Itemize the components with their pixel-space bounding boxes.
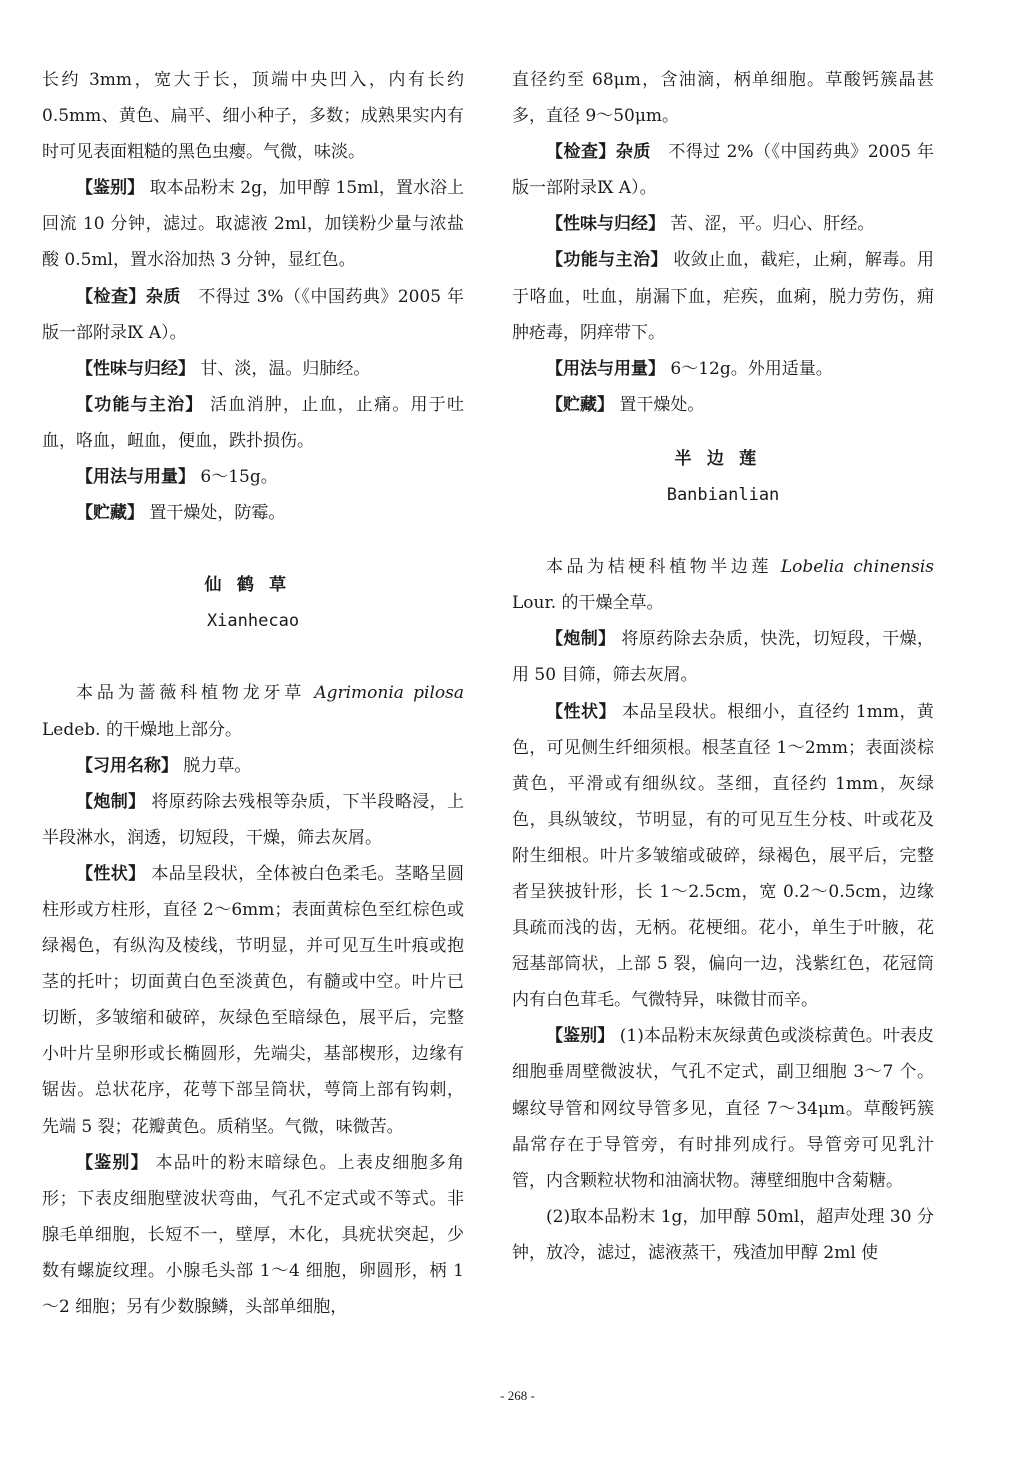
section-text: 不得过 2%（《中国药典》2005 年版一部附录Ⅸ A）。 (512, 142, 935, 199)
paragraph (512, 351, 934, 387)
entry-title: 半边莲 (674, 448, 772, 469)
paragraph (512, 621, 934, 693)
section-text: 苦、涩，平。归心、肝经。 (665, 214, 875, 235)
section-text: 将原药除去残根等杂质，下半段略浸，上半段淋水，润透，切短段，干燥，筛去灰屑。 (42, 791, 464, 848)
spacer (42, 639, 464, 675)
paragraph (42, 459, 464, 495)
section-tag: 【性味与归经】 (546, 214, 665, 235)
section-tag: 【鉴别】 (76, 178, 145, 199)
paragraph (42, 784, 464, 856)
paragraph (42, 1145, 464, 1325)
section-text: 甘、淡，温。归肺经。 (195, 358, 371, 379)
section-text: 置干燥处，防霉。 (144, 503, 286, 524)
section-text: 6～15g。 (195, 467, 278, 488)
section-tag: 【用法与用量】 (546, 358, 665, 379)
section-text: 本品呈段状。根细小，直径约 1mm，黄色，可见侧生纤细须根。根茎直径 1～2mm；表面淡棕黄色，平滑或有细纵纹。茎细，直径约 1mm，灰绿色，具纵皱纹，节明显，有的可见互生分枝、叶或花及附生细根。叶片多皱缩或破碎，绿褐色，展平后，完整者呈狭披针形，长 1～2.5cm，宽 0.2～0.5cm，边缘具疏而浅的齿，无柄。花梗细。花小，单生于叶腋，花冠基部筒状，上部 5 裂，偏向一边，浅紫红色，花冠筒内有白色茸毛。气微特异，味微甘而辛。 (512, 701, 934, 1011)
paragraph (512, 1199, 934, 1271)
section-tag: 【炮制】 (546, 629, 616, 650)
paragraph (512, 387, 934, 423)
intro-paragraph (42, 675, 464, 747)
intro-text: 本品为桔梗科植物半边莲 (546, 557, 781, 578)
paragraph (42, 495, 464, 531)
spacer (42, 531, 464, 567)
section-tag: 【检查】杂质 (76, 286, 181, 307)
section-tag: 【鉴别】 (76, 1152, 149, 1173)
section-tag: 【性状】 (76, 863, 146, 884)
section-tag: 【检查】杂质 (546, 142, 651, 163)
paragraph (512, 134, 934, 206)
section-text: 收敛止血，截疟，止痢，解毒。用于咯血，吐血，崩漏下血，疟疾，血痢，脱力劳伤，痈肿疮毒，阴痒带下。 (512, 250, 934, 343)
section-text: (2)取本品粉末 1g，加甲醇 50ml，超声处理 30 分钟，放冷，滤过，滤液蒸干，残渣加甲醇 2ml 使 (512, 1206, 934, 1263)
section-text: (1)本品粉末灰绿黄色或淡棕黄色。叶表皮细胞垂周壁微波状，气孔不定式，副卫细胞 3～7 个。螺纹导管和网纹导管多见，直径 7～34μm。草酸钙簇晶常存在于导管旁，有时排列成行。导管旁可见乳汁管，内含颗粒状物和油滴状物。薄壁细胞中含菊糖。 (512, 1026, 935, 1191)
paragraph (512, 1018, 934, 1198)
section-text: 6～12g。外用适量。 (665, 358, 833, 379)
section-text: 脱力草。 (178, 755, 252, 776)
entry-pinyin: Banbianlian (666, 485, 780, 506)
paragraph (512, 242, 934, 350)
paragraph (512, 694, 934, 1019)
section-tag: 【功能与主治】 (546, 250, 668, 271)
section-tag: 【贮藏】 (76, 503, 144, 524)
spacer (512, 513, 934, 549)
intro-paragraph (512, 549, 934, 621)
paragraph (42, 387, 464, 459)
section-tag: 【炮制】 (76, 791, 146, 812)
section-tag: 【性味与归经】 (76, 358, 195, 379)
section-text: 将原药除去杂质，快洗，切短段，干燥，用 50 目筛，筛去灰屑。 (512, 629, 934, 686)
section-text: 本品呈段状，全体被白色柔毛。茎略呈圆柱形或方柱形，直径 2～6mm；表面黄棕色至红棕色或绿褐色，有纵沟及棱线，节明显，并可见互生叶痕或抱茎的托叶；切面黄白色至淡黄色，有髓或中空。叶片已切断，多皱缩和破碎，灰绿色至暗绿色，展平后，完整小叶片呈卵形或长椭圆形，先端尖，基部楔形，边缘有锯齿。总状花序，花萼下部呈筒状，萼筒上部有钩刺，先端 5 裂；花瓣黄色。质稍坚。气微，味微苦。 (42, 863, 464, 1137)
page-number: - 268 - (500, 1388, 535, 1403)
paragraph (512, 206, 934, 242)
paragraph (42, 351, 464, 387)
section-text: 置干燥处。 (614, 394, 705, 415)
latin-name: Lobelia chinensis (780, 557, 934, 578)
intro-text: Lour. 的干燥全草。 (512, 593, 664, 614)
paragraph (42, 856, 464, 1145)
entry-pinyin: Xianhecao (206, 611, 300, 632)
paragraph (42, 279, 464, 351)
section-text: 本品叶的粉末暗绿色。上表皮细胞多角形；下表皮细胞壁波状弯曲，气孔不定式或不等式。非腺毛单细胞，长短不一，壁厚，木化，具疣状突起，少数有螺旋纹理。小腺毛头部 1～4 细胞，卵圆形，柄 1～2 细胞；另有少数腺鳞，头部单细胞， (42, 1152, 464, 1317)
paragraph (42, 170, 464, 278)
section-text: 不得过 3%（《中国药典》2005 年版一部附录Ⅸ A）。 (42, 286, 465, 343)
left-column (42, 62, 464, 1325)
spacer (512, 423, 934, 441)
section-tag: 【用法与用量】 (76, 467, 195, 488)
intro-text: Ledeb. 的干燥地上部分。 (42, 719, 242, 740)
section-tag: 【贮藏】 (546, 394, 614, 415)
paragraph (42, 748, 464, 784)
paragraph: 直径约至 68μm，含油滴，柄单细胞。草酸钙簇晶甚多，直径 9～50μm。 (512, 70, 934, 127)
paragraph: 长约 3mm，宽大于长，顶端中央凹入，内有长约0.5mm、黄色、扁平、细小种子，多数；成熟果实内有时可见表面粗糙的黑色虫瘿。气微，味淡。 (42, 70, 464, 163)
section-tag: 【鉴别】 (546, 1026, 615, 1047)
intro-text: 本品为蔷薇科植物龙牙草 (76, 683, 315, 704)
section-tag: 【功能与主治】 (76, 394, 204, 415)
right-column (512, 62, 934, 1271)
section-tag: 【习用名称】 (76, 755, 178, 776)
section-text: 取本品粉末 2g，加甲醇 15ml，置水浴上回流 10 分钟，滤过。取滤液 2ml，加镁粉少量与浓盐酸 0.5ml，置水浴加热 3 分钟，显红色。 (42, 178, 464, 271)
entry-title: 仙鹤草 (204, 575, 302, 596)
section-text: 活血消肿，止血，止痛。用于吐血，咯血，衄血，便血，跌扑损伤。 (42, 394, 464, 451)
latin-name: Agrimonia pilosa (314, 683, 464, 704)
section-tag: 【性状】 (546, 701, 617, 722)
